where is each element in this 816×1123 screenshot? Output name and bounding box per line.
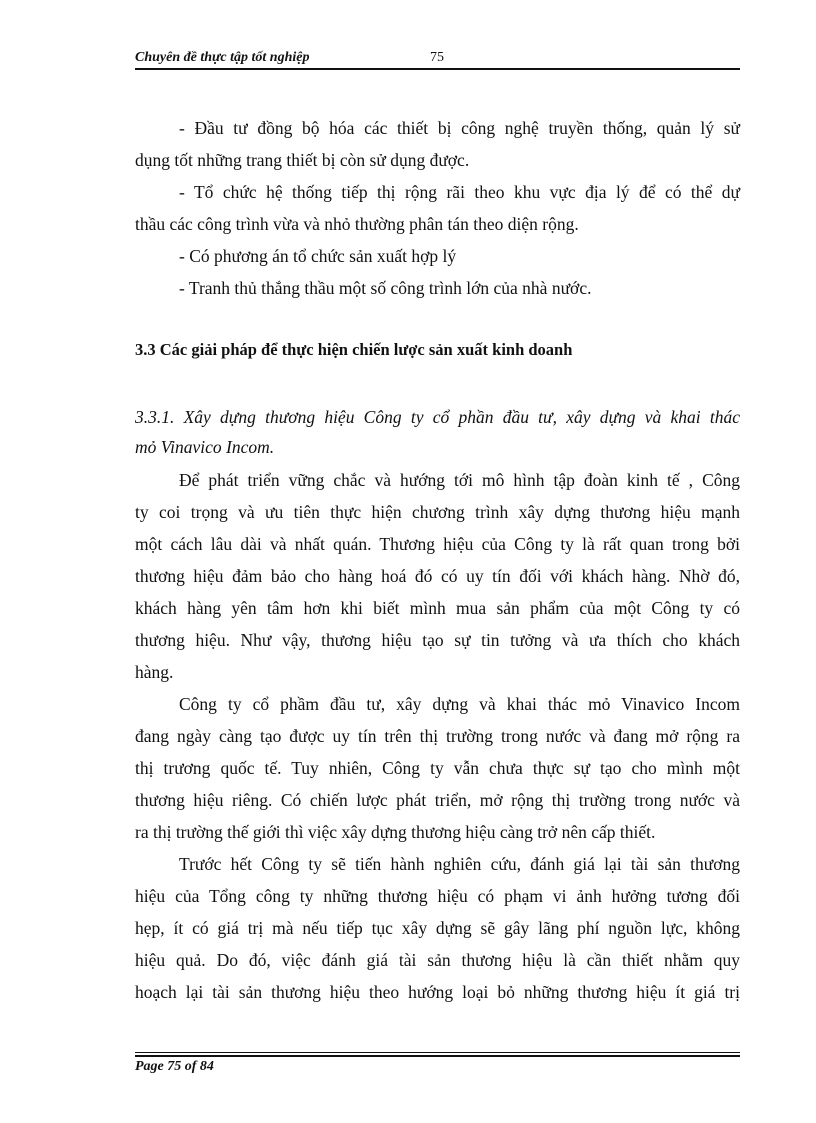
footer-rule: [135, 1055, 740, 1057]
paragraph-block: [135, 464, 740, 1008]
subsection-line: 3.3.1. Xây dựng thương hiệu Công ty cổ phần đầu tư, xây dựng và khai thác: [135, 407, 740, 427]
bullet-item-continuation: dụng tốt những trang thiết bị còn sử dụng được.: [135, 150, 470, 170]
paragraph-line: Trước hết Công ty sẽ tiến hành nghiên cứu, đánh giá lại tài sản thương: [179, 854, 740, 874]
bullet-item: - Có phương án tổ chức sản xuất hợp lý: [179, 246, 457, 266]
paragraph-line: Công ty cổ phầm đầu tư, xây dựng và khai thác mỏ Vinavico Incom: [179, 694, 740, 714]
paragraph-line: hiệu của Tổng công ty những thương hiệu có phạm vi ảnh hưởng tương đối: [135, 886, 740, 906]
paragraph-line: thương hiệu đảm bảo cho hàng hoá đó có uy tín đối với khách hàng. Nhờ đó,: [135, 566, 740, 586]
bullet-item: - Tổ chức hệ thống tiếp thị rộng rãi theo khu vực địa lý để có thể dự: [179, 182, 740, 202]
paragraph-line: thị trương quốc tế. Tuy nhiên, Công ty vẫn chưa thực sự tạo cho mình một: [135, 758, 740, 778]
page-header: [135, 49, 740, 69]
paragraph-line: thương hiệu riêng. Có chiến lược phát triển, mở rộng thị trường trong nước và: [135, 790, 740, 810]
paragraph-line: khách hàng yên tâm hơn khi biết mình mua sản phẩm của một Công ty có: [135, 598, 740, 618]
paragraph-line: hẹp, ít có giá trị mà nếu tiếp tục xây dựng sẽ gây lãng phí nguồn lực, không: [135, 918, 740, 938]
paragraph-line: Để phát triển vững chắc và hướng tới mô hình tập đoàn kinh tế , Công: [179, 470, 740, 490]
bullet-item: - Tranh thủ thắng thầu một số công trình lớn của nhà nước.: [179, 278, 592, 298]
header-rule: [135, 68, 740, 70]
paragraph-line: thương hiệu. Như vậy, thương hiệu tạo sự tin tưởng và ưa thích cho khách: [135, 630, 740, 650]
paragraph-line: hiệu quả. Do đó, việc đánh giá tài sản thương hiệu là cần thiết nhằm quy: [135, 950, 740, 970]
page-footer: Page 75 of 84: [135, 1059, 214, 1074]
header-title: Chuyên đề thực tập tốt nghiệp: [135, 50, 310, 65]
bullet-item-continuation: thầu các công trình vừa và nhỏ thường phân tán theo diện rộng.: [135, 214, 579, 234]
section-heading: 3.3 Các giải pháp để thực hiện chiến lược sản xuất kinh doanh: [135, 340, 573, 359]
paragraph-line: đang ngày càng tạo được uy tín trên thị trường trong nước và đang mở rộng ra: [135, 726, 740, 746]
paragraph-line: ra thị trường thế giới thì việc xây dựng thương hiệu càng trở nên cấp thiết.: [135, 822, 656, 842]
footer-rule: [135, 1052, 740, 1053]
subsection-heading: [135, 402, 740, 462]
paragraph-line: hoạch lại tài sản thương hiệu theo hướng loại bỏ những thương hiệu ít giá trị: [135, 982, 740, 1002]
paragraph-line: hàng.: [135, 662, 174, 682]
paragraph-line: một cách lâu dài và nhất quán. Thương hiệu của Công ty là rất quan trong bởi: [135, 534, 740, 554]
paragraph-line: ty coi trọng và ưu tiên thực hiện chương trình xây dựng thương hiệu mạnh: [135, 502, 740, 522]
bullet-list: [135, 112, 740, 304]
bullet-item: - Đầu tư đồng bộ hóa các thiết bị công nghệ truyền thống, quản lý sử: [179, 118, 740, 138]
header-page-number: 75: [430, 50, 444, 65]
subsection-line: mỏ Vinavico Incom.: [135, 437, 275, 457]
